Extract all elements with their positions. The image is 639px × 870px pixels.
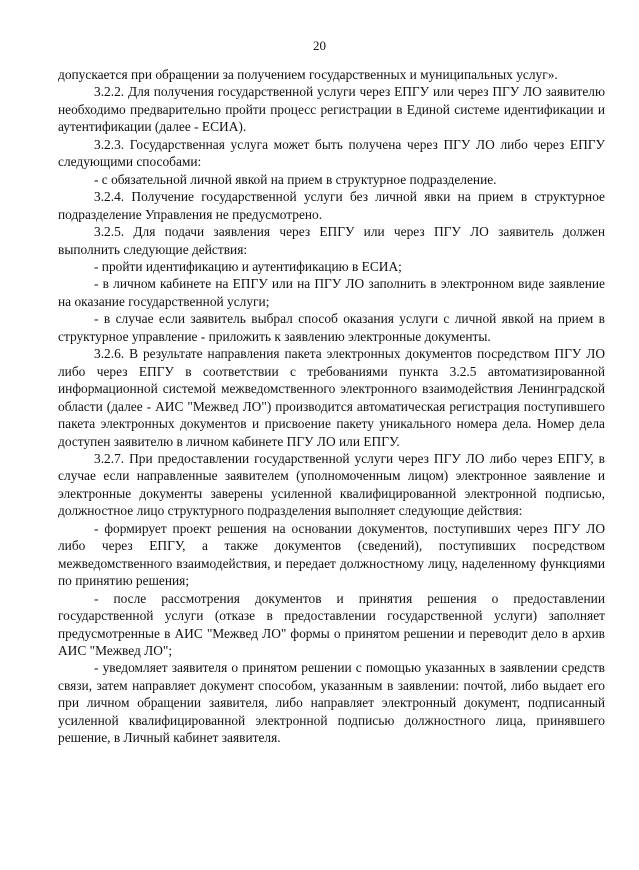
list-item-personal-visit: - с обязательной личной явкой на прием в структурное подразделение. <box>94 171 497 187</box>
document-body <box>58 66 605 747</box>
paragraph-3-2-4: 3.2.4. Получение государственной услуги без личной явки на прием в структурное подразделение Управления не предусмотрено. <box>58 189 605 222</box>
list-item-draft-decision: - формирует проект решения на основании документов, поступивших через ПГУ ЛО либо через ЕПГУ, а также документов (сведений), поступивших посредством межведомственного взаимодействия, и передает должностному лицу, наделенному функциями по принятию решения; <box>58 520 605 589</box>
paragraph-3-2-5: 3.2.5. Для подачи заявления через ЕПГУ или через ПГУ ЛО заявитель должен выполнить следующие действия: <box>58 224 605 257</box>
paragraph-continuation: допускается при обращении за получением государственных и муниципальных услуг». <box>58 67 558 82</box>
list-item-fill-forms: - после рассмотрения документов и принятия решения о предоставлении государственной услуги (отказе в предоставлении государственной услуги) заполняет предусмотренные в АИС "Межвед ЛО" формы о принятом решении и переводит дело в архив АИС "Межвед ЛО"; <box>58 590 605 658</box>
paragraph-3-2-3: 3.2.3. Государственная услуга может быть получена через ПГУ ЛО либо через ЕПГУ следующими способами: <box>58 136 605 170</box>
list-item-fill-application: - в личном кабинете на ЕПГУ или на ПГУ ЛО заполнить в электронном виде заявление на оказание государственной услуги; <box>58 276 605 309</box>
paragraph-3-2-7: 3.2.7. При предоставлении государственной услуги через ПГУ ЛО либо через ЕПГУ, в случае если направленные заявителем (уполномоченным лицом) электронное заявление и электронные документы заверены усиленной квалифицированной электронной подписью, должностное лицо структурного подразделения выполняет следующие действия: <box>58 450 605 519</box>
list-item-esia-auth: - пройти идентификацию и аутентификацию в ЕСИА; <box>94 258 402 274</box>
page-number: 20 <box>313 38 326 53</box>
paragraph-3-2-6: 3.2.6. В результате направления пакета электронных документов посредством ПГУ ЛО либо через ЕПГУ в соответствии с требованиями пункта 3.2.5 автоматизированной информационной системой межведомственного электронного взаимодействия Ленинградской области (далее - АИС "Межвед ЛО") производится автоматическая регистрация поступившего пакета электронных документов и присвоение пакету уникального номера дела. Номер дела доступен заявителю в личном кабинете ПГУ ЛО или ЕПГУ. <box>58 346 605 449</box>
list-item-notify-applicant: - уведомляет заявителя о принятом решении с помощью указанных в заявлении средств связи, затем направляет документ способом, указанным в заявлении: почтой, либо выдает его при личном обращении заявителя, либо направляет электронный документ, подписанный усиленной квалифицированной электронной подписью должностного лица, принявшего решение, в Личный кабинет заявителя. <box>58 660 605 746</box>
paragraph-3-2-2: 3.2.2. Для получения государственной услуги через ЕПГУ или через ПГУ ЛО заявителю необходимо предварительно пройти процесс регистрации в Единой системе идентификации и аутентификации (далее - ЕСИА). <box>58 84 605 135</box>
list-item-attach-documents: - в случае если заявитель выбрал способ оказания услуги с личной явкой на прием в структурное управление - приложить к заявлению электронные документы. <box>58 311 605 344</box>
